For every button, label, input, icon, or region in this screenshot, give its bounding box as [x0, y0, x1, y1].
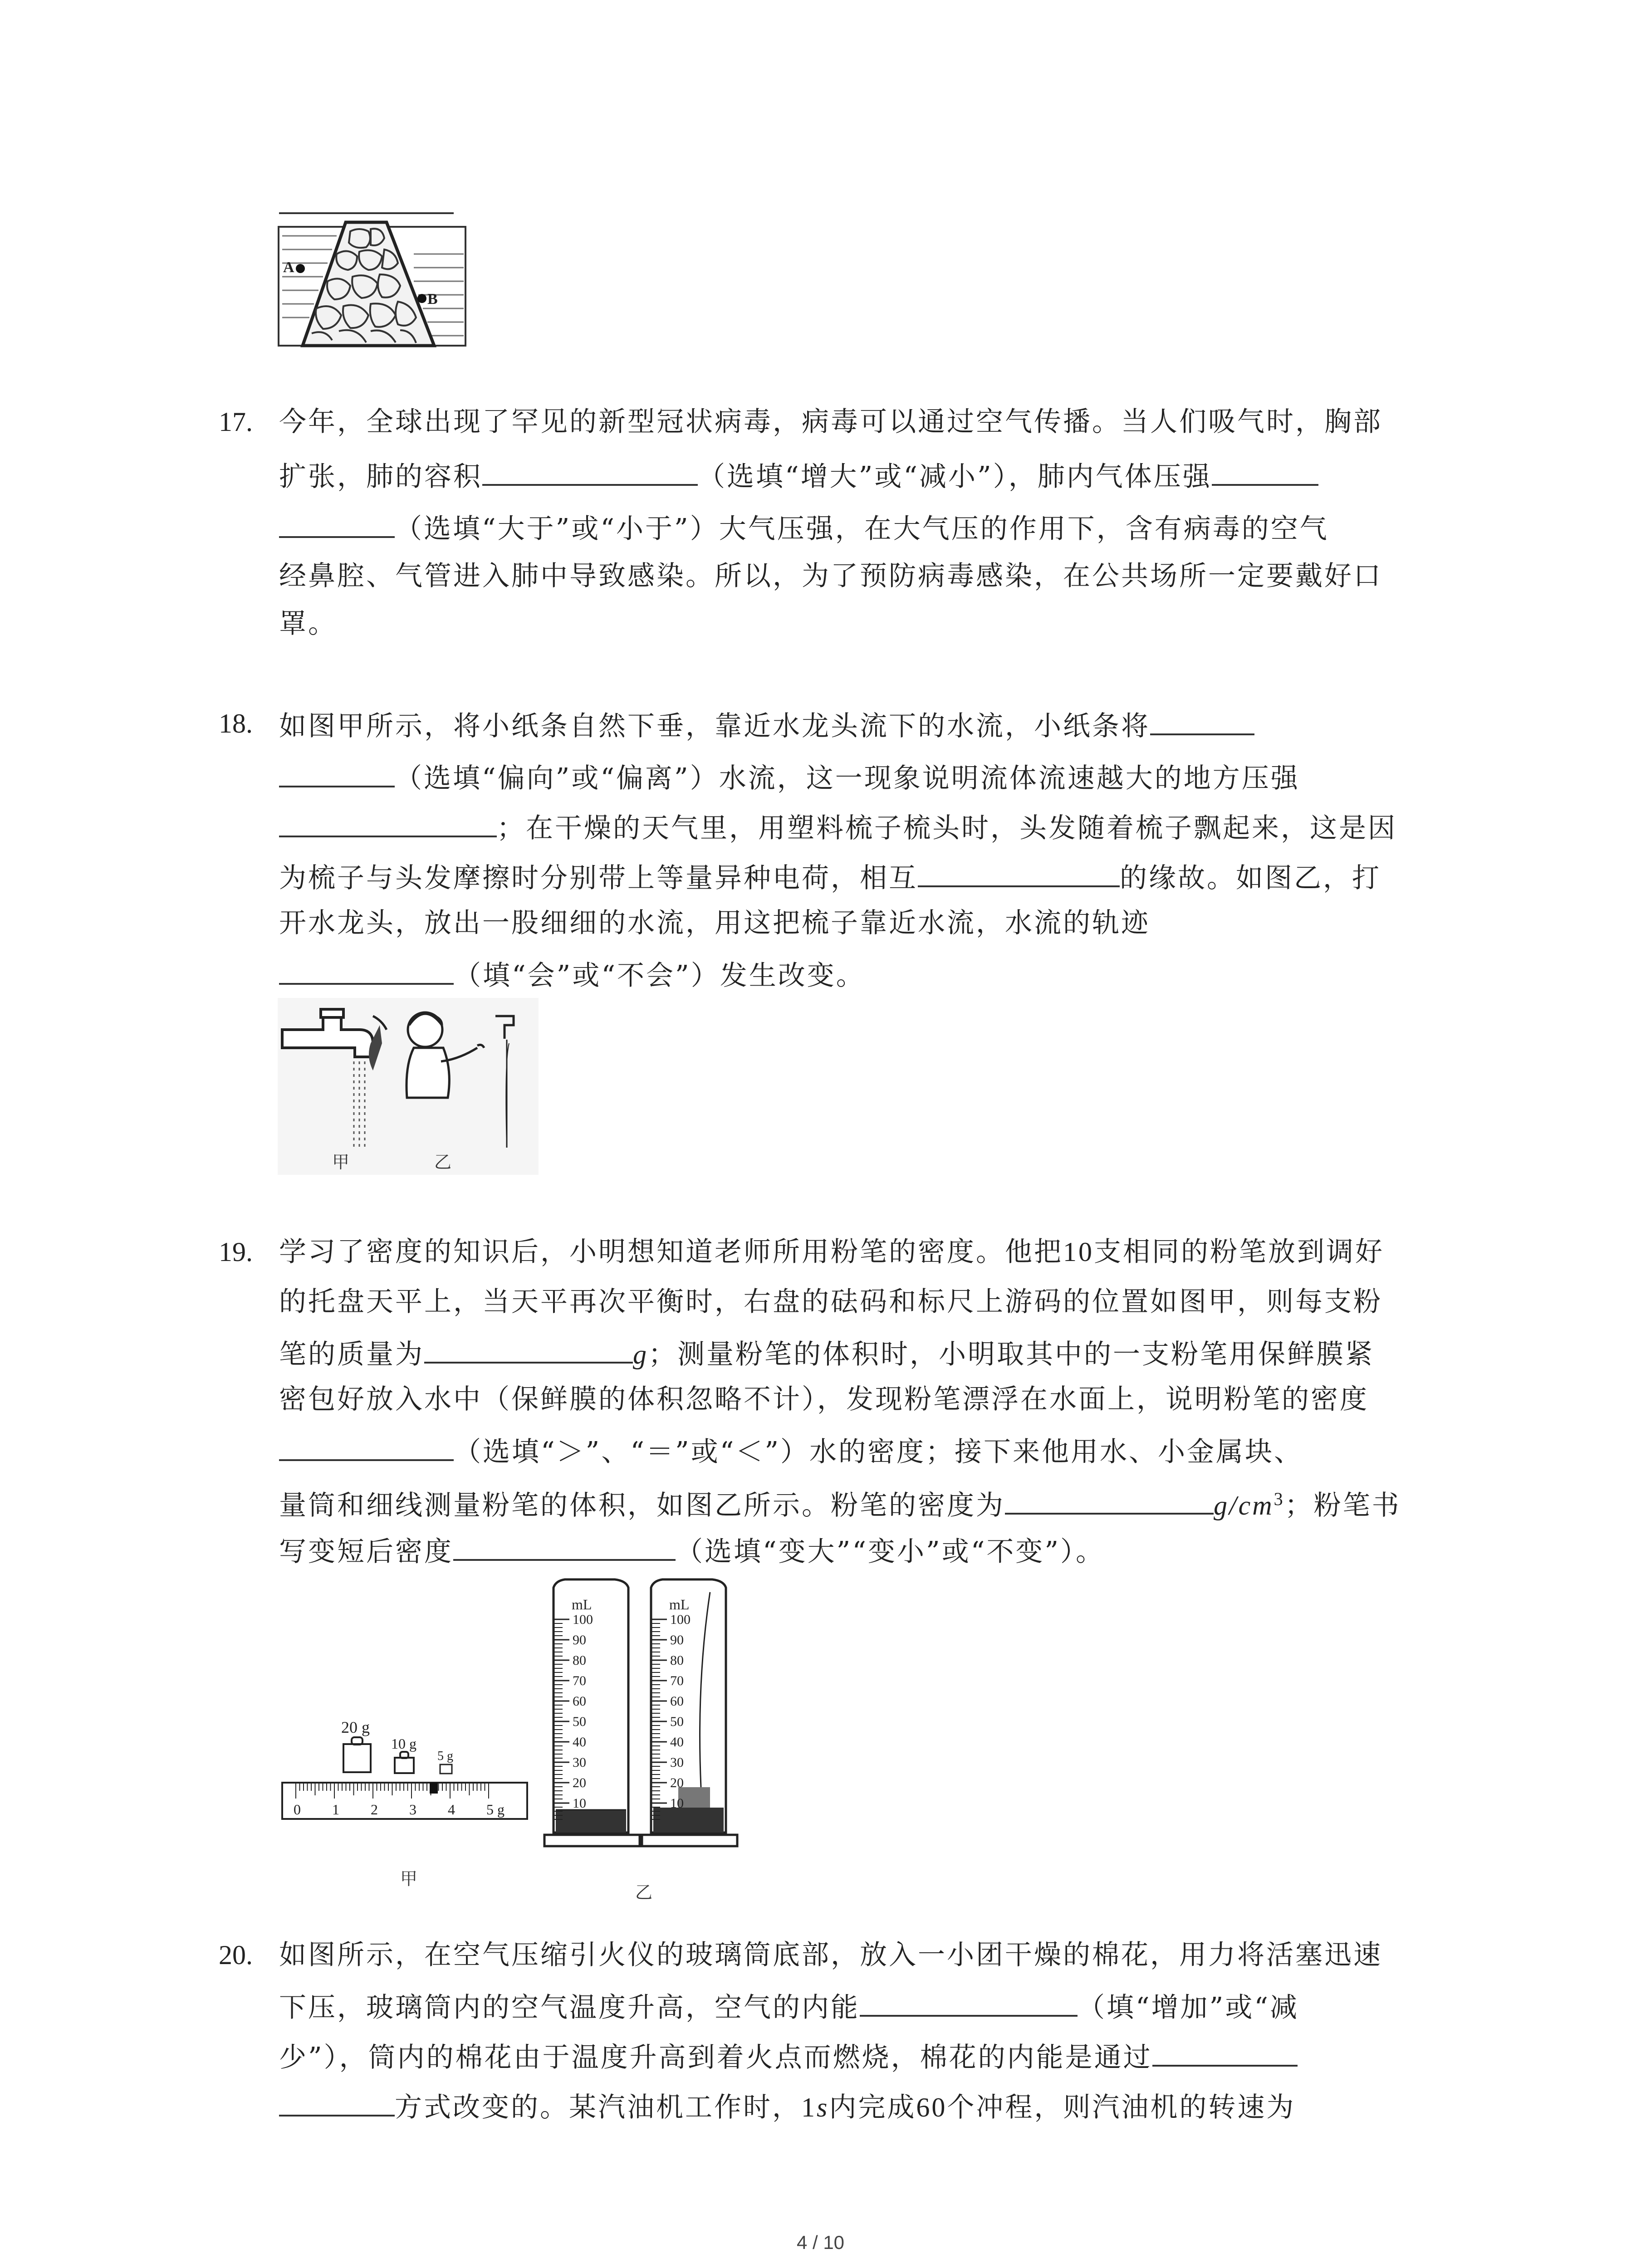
question-text [279, 807, 1397, 846]
weight-label-10g: 10 g [391, 1735, 416, 1752]
question-text [279, 705, 1254, 744]
text-span: 量筒和细线测量粉笔的体积，如图乙所示。粉笔的密度为 [279, 1490, 1005, 1521]
answer-blank[interactable] [1150, 705, 1254, 735]
cylinder-tick-label: 80 [670, 1653, 684, 1668]
answer-blank[interactable] [279, 1431, 454, 1461]
figure-label: 乙 [434, 1153, 452, 1172]
number-span: 10 [1063, 1237, 1094, 1267]
text-span: 如图甲所示，将小纸条自然下垂，靠近水龙头流下的水流，小纸条将 [279, 710, 1150, 742]
question-number: 18. [219, 709, 253, 738]
cylinder-tick-label: 60 [573, 1694, 586, 1709]
text-span: （选填“偏向”或“偏离”）水流，这一现象说明流体流速越大的地方压强 [395, 763, 1300, 794]
text-span: （选填“＞”、“＝”或“＜”）水的密度；接下来他用水、小金属块、 [454, 1436, 1303, 1468]
ruler-tick-label: 3 [409, 1801, 416, 1818]
question-text [279, 1334, 1374, 1373]
cylinder-tick-label: 20 [670, 1775, 684, 1790]
answer-blank[interactable] [279, 2087, 395, 2116]
question-number: 19. [219, 1237, 253, 1267]
text-span: 的缘故。如图乙，打 [1120, 862, 1381, 894]
cylinder-left [544, 1579, 640, 1846]
text-span: 个冲程，则汽油机的转速为 [947, 2092, 1296, 2123]
answer-blank[interactable] [860, 1987, 1078, 2017]
answer-blank[interactable] [453, 1531, 676, 1561]
text-span: ；在干燥的天气里，用塑料梳子梳头时，头发随着梳子飘起来，这是因 [497, 812, 1397, 844]
weight-label-5g: 5 g [437, 1749, 453, 1763]
dam-label-b: B [427, 291, 438, 308]
cylinder-right [642, 1579, 737, 1846]
ruler-tick-label: 0 [294, 1801, 301, 1818]
unit-span: s [817, 2092, 829, 2122]
cylinder-tick-label: 30 [573, 1755, 586, 1770]
cylinder-tick-label: 50 [573, 1714, 586, 1729]
question-text: 经鼻腔、气管进入肺中导致感染。所以，为了预防病毒感染，在公共场所一定要戴好口 [279, 560, 1382, 592]
answer-blank[interactable] [918, 857, 1120, 887]
dam-figure [278, 218, 468, 349]
question-number: 17. [219, 407, 253, 437]
unit-span: g [633, 1339, 648, 1369]
question-number: 20. [219, 1940, 253, 1970]
answer-blank[interactable] [1005, 1485, 1214, 1515]
question-text [279, 456, 1318, 495]
cylinder-tick-label: 10 [573, 1796, 586, 1811]
answer-blank[interactable] [279, 807, 497, 837]
question-text [279, 758, 1300, 797]
question-text: 密包好放入水中（保鲜膜的体积忽略不计），发现粉笔漂浮在水面上，说明粉笔的密度 [279, 1383, 1369, 1415]
question-text [279, 955, 865, 994]
figure-label: 乙 [635, 1883, 653, 1901]
cylinder-tick-label: 60 [670, 1694, 684, 1709]
question-text [279, 1431, 1303, 1470]
answer-blank-prev[interactable] [279, 212, 454, 214]
question-text [279, 2037, 1298, 2076]
question-text [279, 1481, 1401, 1524]
question-text [279, 1531, 1105, 1570]
text-span: ；粉笔书 [1284, 1490, 1401, 1521]
text-span: 学习了密度的知识后，小明想知道老师所用粉笔的密度。他把 [279, 1236, 1063, 1268]
text-span: 方式改变的。某汽油机工作时， [395, 2092, 801, 2123]
question-text: 罩。 [279, 608, 337, 640]
cylinder-unit: mL [572, 1596, 592, 1613]
question-text [279, 1234, 1384, 1270]
cylinder-tick-label: 100 [573, 1612, 593, 1627]
question-text: 的托盘天平上，当天平再次平衡时，右盘的砝码和标尺上游码的位置如图甲，则每支粉 [279, 1286, 1382, 1318]
text-span: 笔的质量为 [279, 1339, 424, 1370]
text-span: 下压，玻璃筒内的空气温度升高，空气的内能 [279, 1992, 860, 2024]
answer-blank[interactable] [279, 508, 395, 538]
cylinder-tick-label: 40 [573, 1735, 586, 1750]
cylinder-tick-label: 100 [670, 1612, 691, 1627]
dam-label-a: A [283, 259, 294, 276]
cylinder-tick-label: 70 [670, 1673, 684, 1688]
text-span: 少”），筒内的棉花由于温度升高到着火点而燃烧，棉花的内能是通过 [279, 2042, 1152, 2073]
figure-label: 甲 [332, 1153, 350, 1172]
number-span: 60 [916, 2092, 947, 2122]
cylinder-tick-label: 70 [573, 1673, 586, 1688]
text-span: 写变短后密度 [279, 1536, 453, 1568]
answer-blank[interactable] [424, 1334, 633, 1364]
text-span: ；测量粉笔的体积时，小明取其中的一支粉笔用保鲜膜紧 [648, 1339, 1374, 1370]
text-span: 为梳子与头发摩擦时分别带上等量异种电荷，相互 [279, 862, 918, 894]
graduated-cylinders-figure [535, 1574, 744, 1901]
text-span: 支相同的粉笔放到调好 [1094, 1236, 1384, 1268]
text-span: （填“会”或“不会”）发生改变。 [454, 960, 865, 992]
balance-weights-figure [278, 1715, 532, 1896]
ruler-tick-label: 5 g [486, 1801, 505, 1818]
answer-blank[interactable] [1152, 2037, 1298, 2067]
page-number: 4 / 10 [796, 2232, 845, 2253]
question-text [279, 1987, 1299, 2026]
answer-blank[interactable] [279, 758, 395, 787]
figure-label: 甲 [400, 1870, 418, 1889]
text-span: （选填“增大”或“减小”），肺内气体压强 [698, 461, 1212, 493]
unit-span: g/cm [1214, 1491, 1274, 1520]
cylinder-unit: mL [669, 1596, 690, 1613]
answer-blank[interactable] [279, 955, 454, 985]
cylinder-tick-label: 40 [670, 1735, 684, 1750]
question-text: 开水龙头，放出一股细细的水流，用这把梳子靠近水流，水流的轨迹 [279, 907, 1150, 939]
text-span: （选填“大于”或“小于”）大气压强，在大气压的作用下，含有病毒的空气 [395, 513, 1329, 545]
weight-label-20g: 20 g [341, 1718, 370, 1736]
cylinder-tick-label: 50 [670, 1714, 684, 1729]
number-span: 1 [801, 2092, 817, 2122]
answer-blank[interactable] [482, 456, 698, 486]
text-span: （填“增加”或“减 [1078, 1992, 1299, 2024]
cylinder-tick-label: 90 [573, 1633, 586, 1647]
ruler-tick-label: 1 [332, 1801, 339, 1818]
ruler-tick-label: 4 [448, 1801, 455, 1818]
faucet-figure [278, 998, 539, 1175]
question-text: 如图所示，在空气压缩引火仪的玻璃筒底部，放入一小团干燥的棉花，用力将活塞迅速 [279, 1939, 1382, 1971]
text-span: 内完成 [829, 2092, 916, 2123]
cylinder-tick-label: 30 [670, 1755, 684, 1770]
cylinder-tick-label: 90 [670, 1633, 684, 1647]
unit-superscript: 3 [1274, 1489, 1285, 1509]
ruler-tick-label: 2 [371, 1801, 378, 1818]
question-text [279, 508, 1329, 547]
question-text: 今年，全球出现了罕见的新型冠状病毒，病毒可以通过空气传播。当人们吸气时，胸部 [279, 406, 1382, 438]
question-text [279, 2087, 1295, 2126]
text-span: 扩张，肺的容积 [279, 461, 482, 493]
cylinder-tick-label: 10 [670, 1796, 684, 1811]
cylinder-tick-label: 20 [573, 1775, 586, 1790]
cylinder-tick-label: 80 [573, 1653, 586, 1668]
text-span: （选填“变大”“变小”或“不变”）。 [676, 1536, 1105, 1568]
answer-blank[interactable] [1212, 456, 1318, 486]
question-text [279, 857, 1381, 896]
